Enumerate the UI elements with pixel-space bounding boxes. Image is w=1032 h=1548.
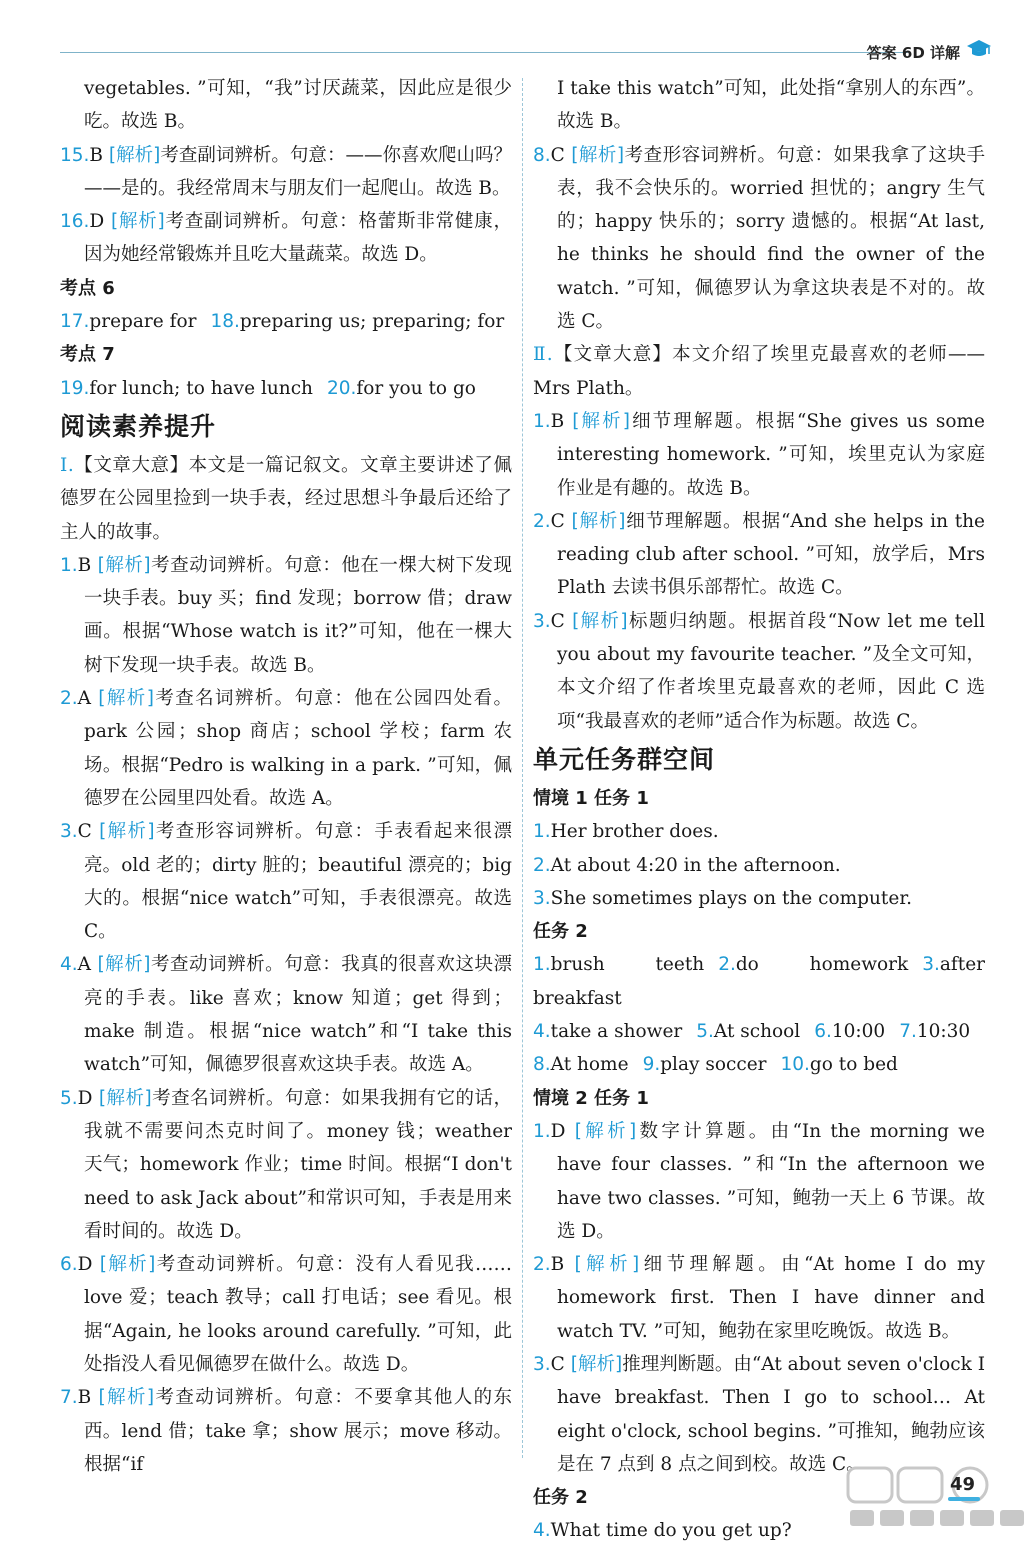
answer-text: At home: [550, 1054, 629, 1076]
answer-row: [60, 372, 512, 405]
answer-letter: A: [77, 688, 99, 710]
section-title: 单元任务群空间: [533, 744, 716, 774]
analysis-tag: [解析]: [98, 688, 154, 710]
item-text: 考查形容词辨析。句意：手表看起来很漂亮。old 老的；dirty 脏的；beautiful 漂亮的；big 大的。根据“nice watch”可知，手表很漂亮。故选 C。: [84, 821, 512, 943]
analysis-tag: [解析]: [574, 1254, 640, 1276]
answer-letter: B: [89, 144, 109, 166]
item-number: 2.: [60, 688, 78, 710]
answer-letter: D: [89, 211, 111, 233]
answer-row: [533, 1048, 985, 1081]
answer-item: [60, 205, 512, 272]
answer-letter: B: [77, 554, 98, 576]
item-number: 16.: [60, 211, 90, 233]
item-text: 数字计算题。由“In the morning we have four classes. ”和“In the afternoon we have two classes. ”可知，鲍勃一天上 6 节课。故选 D。: [557, 1120, 985, 1242]
item-text: 考查副词辨析。句意：格蕾斯非常健康，因为她经常锻炼并且吃大量蔬菜。故选 D。: [84, 211, 512, 266]
item-text: 细节理解题。由“At home I do my homework first. Then I have dinner and watch TV. ”可知，鲍勃在家里吃晚饭。故选 B。: [557, 1254, 985, 1342]
left-column: [60, 72, 512, 1481]
item-text: 考查名词辨析。句意：如果我拥有它的话，我就不需要问杰克时间了。money 钱；weather 天气；homework 作业；time 时间。根据“I don't need to ask Jack about”和常识可知，手表是用来看时间的。故选 D。: [84, 1087, 512, 1242]
item-text: 考查形容词辨析。句意：如果我拿了这块手表，我不会快乐的。worried 担忧的；angry 生气的；happy 快乐的；sorry 遗憾的。根据“At last, he thinks he should find the owner of the watch. ”可知，佩德罗认为拿这块表是不对的。故选 C。: [557, 144, 985, 333]
item-number: 1.: [60, 554, 78, 576]
item-number: 2.: [533, 510, 551, 532]
watermark-logo: [840, 1462, 1030, 1532]
analysis-tag: [解析]: [108, 144, 161, 166]
item-number: 3.: [922, 954, 940, 976]
header-label: 答案 6D 详解: [866, 44, 960, 62]
item-number: 3.: [533, 610, 551, 632]
subsection-heading: 任务 2: [533, 921, 588, 943]
answer-item: [533, 605, 985, 738]
answer-text: for you to go: [356, 377, 476, 399]
answer-text: preparing us; preparing; for: [239, 311, 505, 333]
answer-item: [533, 1248, 985, 1348]
answer-text: do homework: [735, 954, 909, 976]
answer-letter: A: [77, 954, 98, 976]
passage-summary: [60, 449, 512, 549]
item-number: 8.: [533, 1054, 551, 1076]
answer-item: [60, 139, 512, 206]
roman-numeral: Ⅱ.: [533, 344, 553, 366]
graduation-cap-icon: [966, 38, 992, 60]
answer-text: At school: [713, 1021, 801, 1043]
item-text: 考查动词辨析。句意：我真的很喜欢这块漂亮的手表。like 喜欢；know 知道；get 得到；make 制造。根据“nice watch”和“I take this watch”可知，佩德罗很喜欢这块手表。故选 A。: [84, 954, 512, 1076]
page-number-underline: [948, 1497, 980, 1501]
analysis-tag: [解析]: [570, 1353, 623, 1375]
item-number: 4.: [60, 954, 78, 976]
answer-item: [60, 1248, 512, 1381]
item-number: 1.: [533, 1120, 551, 1142]
header-rule: [60, 52, 908, 53]
item-number: 6.: [60, 1254, 78, 1276]
answer-row: [533, 1015, 985, 1048]
answer-item: [60, 549, 512, 682]
answer-letter: C: [77, 821, 100, 843]
analysis-tag: [解析]: [574, 1120, 637, 1142]
analysis-tag: [解析]: [97, 554, 151, 576]
item-number: 18.: [210, 311, 240, 333]
answer-letter: C: [550, 510, 572, 532]
analysis-tag: [解析]: [572, 610, 628, 632]
answer-item: [533, 815, 985, 848]
answer-text: 10:00: [831, 1021, 886, 1043]
continued-text: vegetables. ”可知，“我”讨厌蔬菜，因此应是很少吃。故选 B。: [84, 78, 512, 133]
page-number: 49: [950, 1474, 976, 1495]
answer-text: for lunch; to have lunch: [89, 377, 313, 399]
answer-row: [533, 948, 985, 1015]
answer-letter: B: [550, 1254, 575, 1276]
item-text: She sometimes plays on the computer.: [550, 887, 913, 909]
item-number: 4.: [533, 1520, 551, 1542]
subsection-heading: 考点 6: [60, 277, 115, 299]
item-text: 推理判断题。由“At about seven o'clock I have breakfast. Then I go to school… At eight o'clock, school begins. ”可推知，鲍勃应该是在 7 点到 8 点之间到校。故选 C。: [557, 1353, 986, 1475]
answer-item: [60, 682, 512, 815]
item-number: 10.: [780, 1054, 810, 1076]
item-text: Her brother does.: [550, 821, 719, 843]
item-number: 5.: [60, 1087, 78, 1109]
answer-item: [533, 1115, 985, 1248]
continued-text: I take this watch”可知，此处指“拿别人的东西”。故选 B。: [557, 78, 985, 133]
item-number: 2.: [533, 854, 551, 876]
item-number: 3.: [533, 887, 551, 909]
section-title: 阅读素养提升: [60, 411, 217, 441]
subsection-heading: 任务 2: [533, 1487, 588, 1509]
item-number: 1.: [533, 821, 551, 843]
right-column: [533, 72, 985, 1548]
answer-letter: C: [550, 144, 572, 166]
item-text: 细节理解题。根据“And she helps in the reading club after school. ”可知，放学后，Mrs Plath 去读书俱乐部帮忙。故选 C。: [557, 510, 985, 599]
item-number: 2.: [533, 1254, 551, 1276]
item-text: 考查动词辨析。句意：不要拿其他人的东西。lend 借；take 拿；show 展示；move 移动。根据“if: [84, 1387, 512, 1475]
answer-item: [533, 849, 985, 882]
answer-letter: B: [77, 1387, 99, 1409]
answer-item: [533, 882, 985, 915]
analysis-tag: [解析]: [99, 821, 155, 843]
subsection-heading: 情境 2 任务 1: [533, 1087, 649, 1109]
summary-text: 【文章大意】本文介绍了埃里克最喜欢的老师——Mrs Plath。: [533, 344, 985, 399]
item-number: 7.: [899, 1021, 917, 1043]
item-number: 19.: [60, 377, 90, 399]
roman-numeral: Ⅰ.: [60, 454, 74, 476]
answer-letter: D: [77, 1254, 100, 1276]
answer-item: [60, 1082, 512, 1248]
answer-letter: B: [550, 410, 573, 432]
answer-letter: D: [77, 1087, 99, 1109]
item-text: At about 4:20 in the afternoon.: [550, 854, 841, 876]
answer-item: [533, 405, 985, 505]
answer-letter: D: [550, 1120, 575, 1142]
answer-text: play soccer: [660, 1054, 767, 1076]
analysis-tag: [解析]: [98, 1387, 155, 1409]
analysis-tag: [解析]: [98, 1087, 152, 1109]
summary-text: 【文章大意】本文是一篇记叙文。文章主要讲述了佩德罗在公园里捡到一块手表，经过思想斗争最后还给了主人的故事。: [60, 454, 512, 543]
item-text: 考查副词辨析。句意：——你喜欢爬山吗？——是的。我经常周末与朋友们一起爬山。故选 B。: [84, 144, 512, 199]
answer-text: after breakfast: [533, 954, 985, 1009]
item-number: 5.: [696, 1021, 714, 1043]
analysis-tag: [解析]: [97, 954, 151, 976]
item-text: 细节理解题。根据“She gives us some interesting homework. ”可知，埃里克认为家庭作业是有趣的。故选 B。: [557, 410, 985, 499]
answer-item: [60, 1381, 512, 1481]
item-number: 2.: [718, 954, 736, 976]
analysis-tag: [解析]: [571, 144, 625, 166]
answer-text: brush teeth: [550, 954, 705, 976]
answer-text: 10:30: [916, 1021, 971, 1043]
item-text: 考查名词辨析。句意：他在公园四处看。park 公园；shop 商店；school 学校；farm 农场。根据“Pedro is walking in a park. ”可知，佩德罗在公园里四处看。故选 A。: [84, 688, 512, 809]
passage-summary: [533, 338, 985, 405]
analysis-tag: [解析]: [572, 410, 630, 432]
item-text: 标题归纳题。根据首段“Now let me tell you about my favourite teacher. ”及全文可知，本文介绍了作者埃里克最喜欢的老师，因此 C 选项“我最喜欢的老师”适合作为标题。故选 C。: [557, 610, 985, 732]
answer-item: [533, 505, 985, 605]
item-number: 3.: [533, 1353, 551, 1375]
column-divider: [522, 78, 523, 1458]
answer-item: [60, 815, 512, 948]
answer-item: [533, 139, 985, 339]
item-number: 8.: [533, 144, 551, 166]
item-number: 20.: [326, 377, 357, 399]
answer-letter: C: [550, 610, 573, 632]
item-number: 4.: [533, 1021, 551, 1043]
item-number: 3.: [60, 821, 78, 843]
subsection-heading: 考点 7: [60, 344, 115, 366]
answer-item: [60, 948, 512, 1081]
answer-text: go to bed: [809, 1054, 898, 1076]
item-text: What time do you get up?: [550, 1520, 792, 1542]
answer-text: prepare for: [89, 311, 197, 333]
answer-letter: C: [550, 1353, 571, 1375]
answer-text: take a shower: [550, 1021, 683, 1043]
answer-row: [60, 305, 512, 338]
item-number: 1.: [533, 954, 551, 976]
analysis-tag: [解析]: [110, 211, 165, 233]
item-number: 7.: [60, 1387, 78, 1409]
analysis-tag: [解析]: [99, 1254, 156, 1276]
subsection-heading: 情境 1 任务 1: [533, 787, 649, 809]
item-number: 17.: [60, 311, 90, 333]
item-text: 考查动词辨析。句意：没有人看见我……love 爱；teach 教导；call 打电话；see 看见。根据“Again, he looks around carefully. ”可知，此处指没人看见佩德罗在做什么。故选 D。: [84, 1254, 512, 1375]
item-number: 6.: [814, 1021, 832, 1043]
item-number: 15.: [60, 144, 90, 166]
item-number: 9.: [642, 1054, 661, 1076]
analysis-tag: [解析]: [571, 510, 626, 532]
item-number: 1.: [533, 410, 551, 432]
item-text: 考查动词辨析。句意：他在一棵大树下发现一块手表。buy 买；find 发现；borrow 借；draw 画。根据“Whose watch is it?”可知，他在一棵大树下发现一块手表。故选 B。: [84, 554, 512, 676]
